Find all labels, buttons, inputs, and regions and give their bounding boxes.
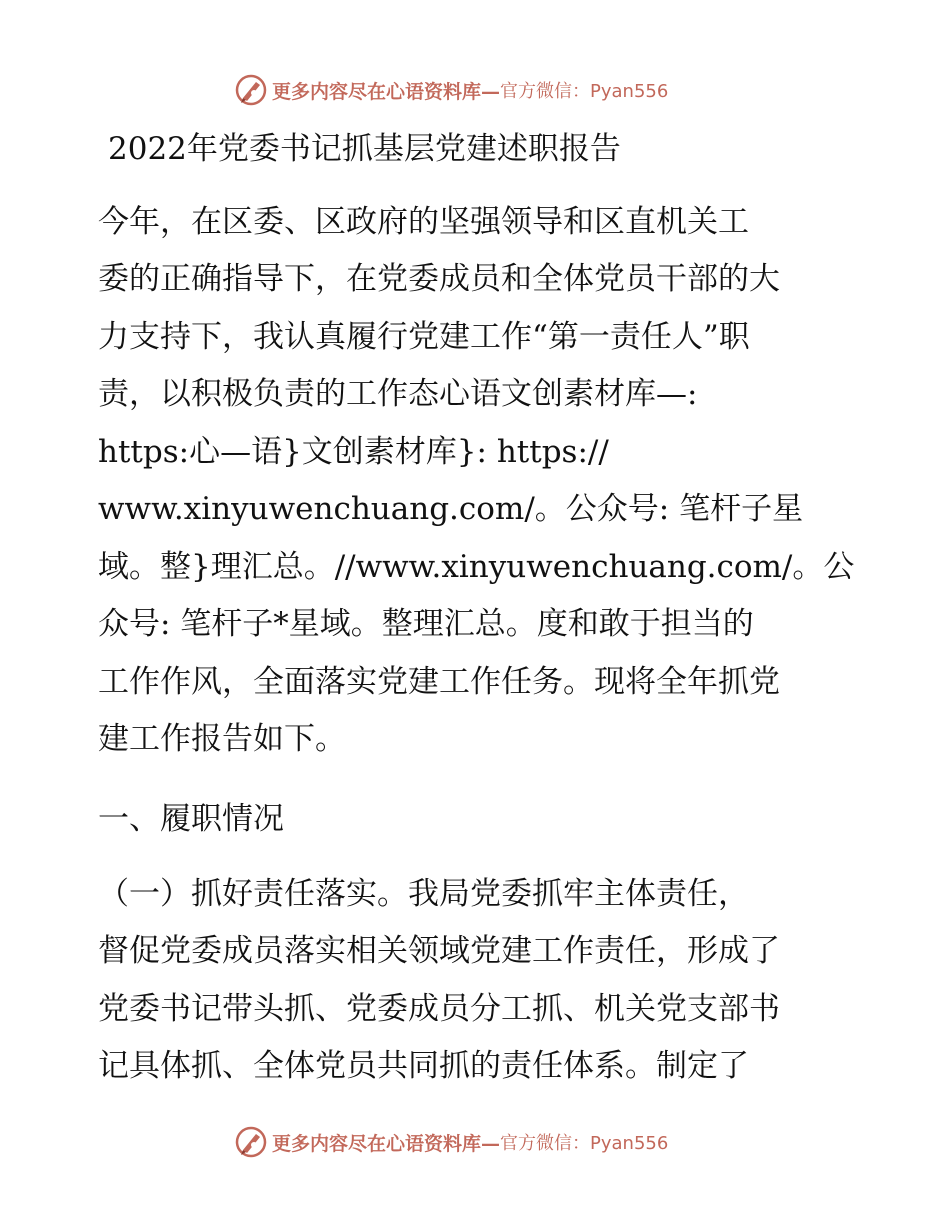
body-line: https:心—语}文创素材库}: https:// — [98, 434, 609, 470]
pen-logo-icon — [234, 1125, 268, 1159]
watermark-official: 官方微信：Pyan556 — [500, 81, 669, 102]
watermark-text: 更多内容尽在心语资料库— — [272, 80, 501, 103]
body-line: 力支持下，我认真履行党建工作“第一责任人”职 — [98, 319, 750, 355]
body-line: 党委书记带头抓、党委成员分工抓、机关党支部书 — [98, 991, 780, 1027]
body-line: 责，以积极负责的工作态心语文创素材库—: — [98, 376, 698, 412]
body-line: 工作作风，全面落实党建工作任务。现将全年抓党 — [98, 664, 780, 700]
document-title: 2022年党委书记抓基层党建述职报告 — [108, 131, 621, 167]
body-line: 督促党委成员落实相关领域党建工作责任，形成了 — [98, 933, 780, 969]
pen-logo-icon — [234, 73, 268, 107]
watermark-footer — [234, 1124, 668, 1160]
body-line: 今年，在区委、区政府的坚强领导和区直机关工 — [98, 204, 749, 240]
body-line: 建工作报告如下。 — [98, 721, 346, 757]
body-line: 委的正确指导下，在党委成员和全体党员干部的大 — [98, 261, 780, 297]
body-line: 记具体抓、全体党员共同抓的责任体系。制定了 — [98, 1048, 749, 1084]
watermark-official: 官方微信：Pyan556 — [500, 1133, 669, 1154]
body-line: www.xinyuwenchuang.com/。公众号: 笔杆子星 — [98, 491, 804, 527]
watermark-text: 更多内容尽在心语资料库— — [272, 1132, 501, 1155]
body-line: 众号: 笔杆子*星域。整理汇总。度和敢于担当的 — [98, 606, 754, 642]
watermark-header — [234, 72, 668, 108]
body-line: （一）抓好责任落实。我局党委抓牢主体责任， — [98, 876, 749, 912]
section-heading: 一、履职情况 — [98, 801, 284, 837]
body-line: 域。整}理汇总。//www.xinyuwenchuang.com/。公 — [98, 549, 855, 585]
